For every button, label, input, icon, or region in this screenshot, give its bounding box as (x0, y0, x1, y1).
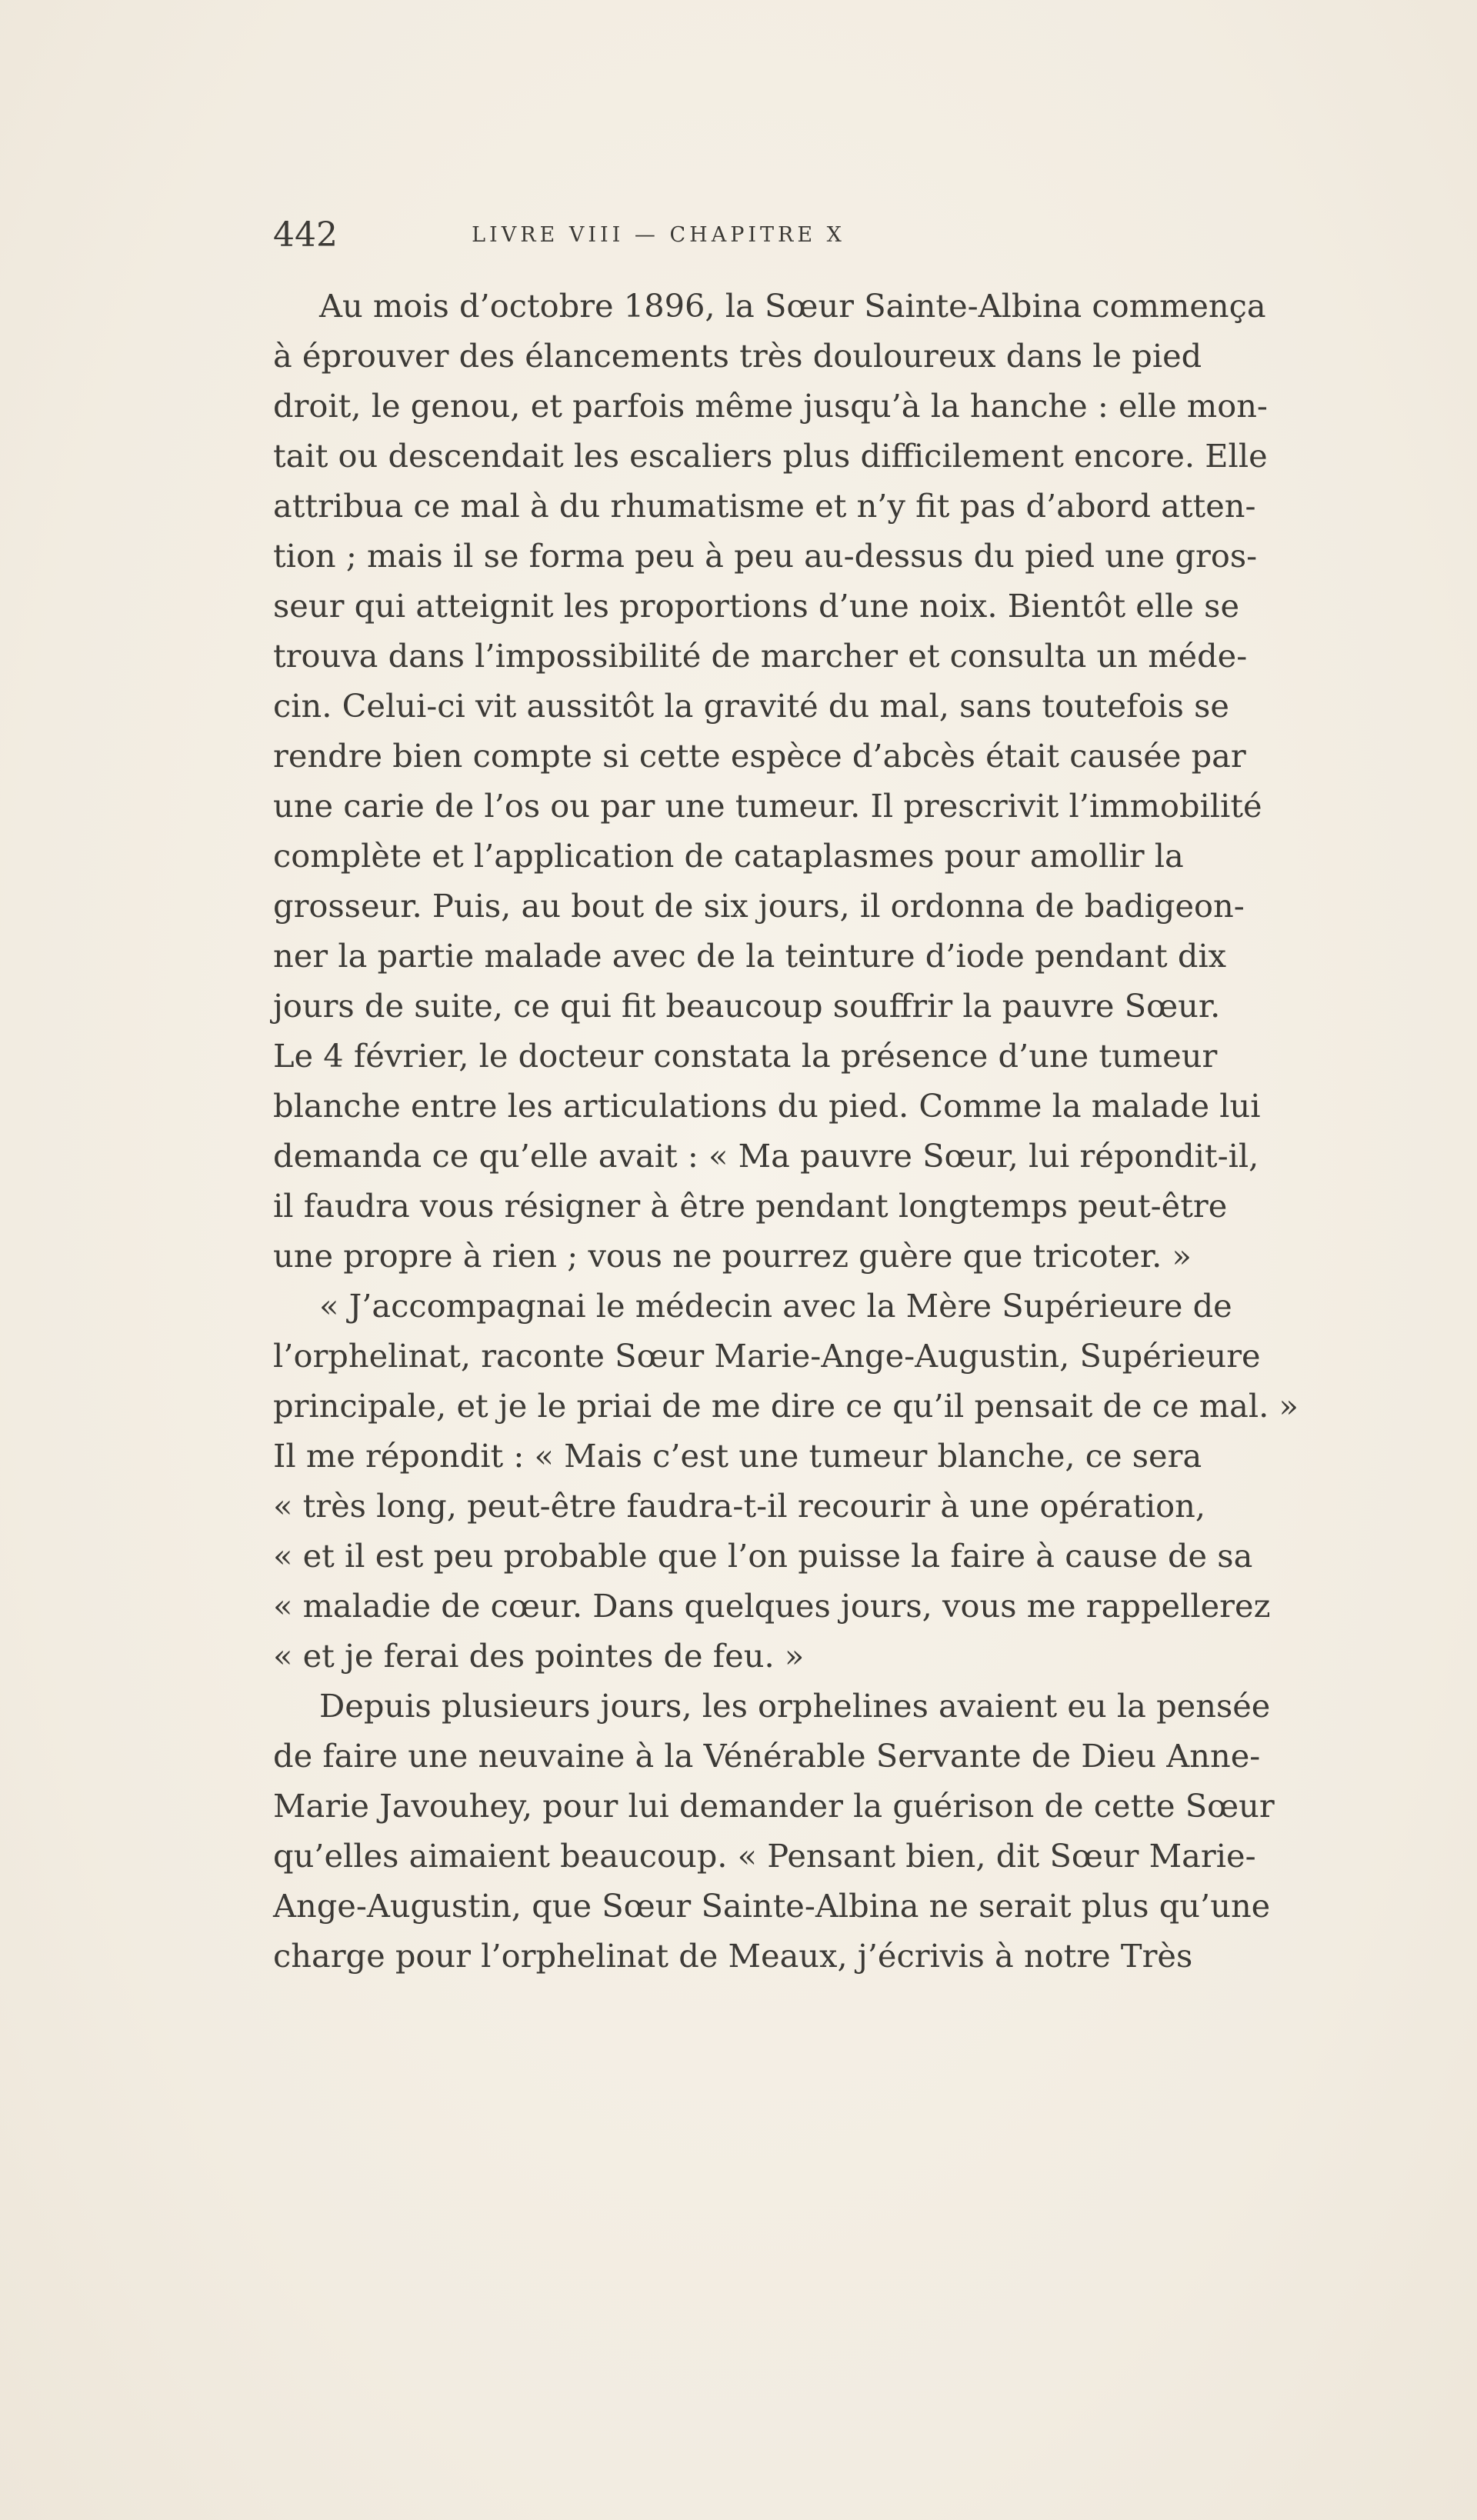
text-line: rendre bien compte si cette espèce d’abcès était causée par (273, 737, 1246, 775)
text-line: droit, le genou, et parfois même jusqu’à la hanche : elle mon- (273, 387, 1268, 425)
page-header (273, 212, 1044, 258)
text-line: Marie Javouhey, pour lui demander la guérison de cette Sœur (273, 1787, 1275, 1825)
text-line: ner la partie malade avec de la teinture d’iode pendant dix (273, 937, 1227, 975)
text-line: « et il est peu probable que l’on puisse la faire à cause de sa (273, 1537, 1253, 1575)
text-line: demanda ce qu’elle avait : « Ma pauvre Sœur, lui répondit-il, (273, 1137, 1259, 1175)
text-line: tait ou descendait les escaliers plus difficilement encore. Elle (273, 437, 1268, 475)
text-line: Depuis plusieurs jours, les orphelines avaient eu la pensée (319, 1687, 1271, 1725)
text-line: Le 4 février, le docteur constata la présence d’une tumeur (273, 1037, 1218, 1075)
text-line: « et je ferai des pointes de feu. » (273, 1637, 805, 1675)
text-line: seur qui atteignit les proportions d’une noix. Bientôt elle se (273, 587, 1240, 625)
text-line: cin. Celui-ci vit aussitôt la gravité du mal, sans toutefois se (273, 687, 1229, 725)
text-line: Il me répondit : « Mais c’est une tumeur blanche, ce sera (273, 1437, 1202, 1475)
running-head: LIVRE VIII — CHAPITRE X (472, 223, 845, 247)
text-line: il faudra vous résigner à être pendant longtemps peut-être (273, 1187, 1228, 1225)
text-line: principale, et je le priai de me dire ce qu’il pensait de ce mal. » (273, 1387, 1299, 1425)
text-line: « J’accompagnai le médecin avec la Mère Supérieure de (319, 1287, 1232, 1325)
text-line: jours de suite, ce qui fit beaucoup souffrir la pauvre Sœur. (273, 987, 1221, 1025)
text-line: qu’elles aimaient beaucoup. « Pensant bien, dit Sœur Marie- (273, 1837, 1256, 1875)
text-line: tion ; mais il se forma peu à peu au-dessus du pied une gros- (273, 537, 1258, 575)
text-line: trouva dans l’impossibilité de marcher et consulta un méde- (273, 637, 1248, 675)
text-line: blanche entre les articulations du pied. Comme la malade lui (273, 1087, 1261, 1125)
text-line: charge pour l’orphelinat de Meaux, j’écrivis à notre Très (273, 1937, 1193, 1975)
text-line: de faire une neuvaine à la Vénérable Servante de Dieu Anne- (273, 1737, 1261, 1775)
text-line: Ange-Augustin, que Sœur Sainte-Albina ne serait plus qu’une (273, 1887, 1271, 1925)
text-line: attribua ce mal à du rhumatisme et n’y fit pas d’abord atten- (273, 487, 1256, 525)
text-line: complète et l’application de cataplasmes pour amollir la (273, 837, 1184, 875)
text-line: une propre à rien ; vous ne pourrez guère que tricoter. » (273, 1237, 1192, 1275)
text-line: l’orphelinat, raconte Sœur Marie-Ange-Augustin, Supérieure (273, 1337, 1261, 1375)
text-line: Au mois d’octobre 1896, la Sœur Sainte-Albina commença (319, 287, 1266, 325)
text-line: « maladie de cœur. Dans quelques jours, vous me rappellerez (273, 1587, 1271, 1625)
page-number: 442 (273, 215, 338, 255)
body-text (273, 281, 1299, 1981)
text-line: grosseur. Puis, au bout de six jours, il ordonna de badigeon- (273, 887, 1245, 925)
text-line: à éprouver des élancements très douloureux dans le pied (273, 337, 1202, 375)
text-line: une carie de l’os ou par une tumeur. Il prescrivit l’immobilité (273, 787, 1262, 825)
text-line: « très long, peut-être faudra-t-il recourir à une opération, (273, 1487, 1206, 1525)
